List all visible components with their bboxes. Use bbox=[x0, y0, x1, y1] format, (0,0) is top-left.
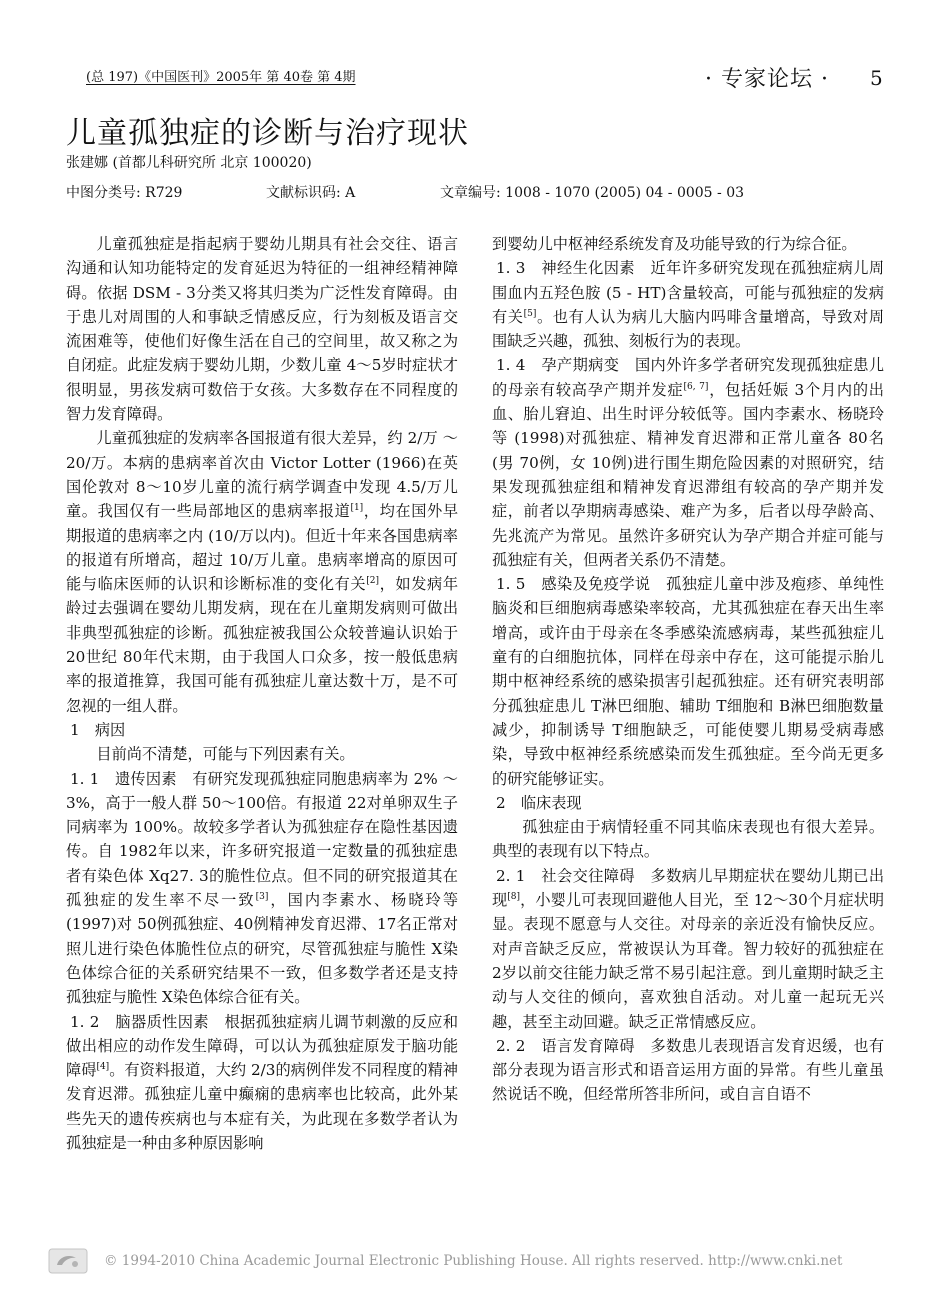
section-1-paragraph: 目前尚不清楚，可能与下列因素有关。 bbox=[96, 745, 355, 764]
subsection-text: ，小婴儿可表现回避他人目光，至 12～30个月症状明显。表现不愿意与人交往。对母亲的亲近没有愉快反应。对声音缺乏反应，常被误认为耳聋。智力较好的孤独症在 2岁以前交往能力缺乏常不易引起注意。到儿童期时缺乏主动与人交往的倾向，喜欢独自活动。对儿童一起玩无兴趣，甚至主动回避。缺乏正常情感反应。 bbox=[492, 891, 885, 1031]
document-code: 文献标识码: A bbox=[266, 185, 356, 201]
subsection-heading: 1. 2 脑器质性因素 bbox=[70, 1012, 209, 1031]
subsection-text: 国内外许多学者研究发现孤独症患儿的母亲有较高孕产期并发症 bbox=[492, 356, 885, 399]
citation-ref: [5] bbox=[523, 308, 537, 319]
citation-ref: [2] bbox=[366, 576, 379, 587]
subsection-text: ，包括妊娠 3个月内的出血、胎儿窘迫、出生时评分较低等。国内李素水、杨晓玲等 (1998)对孤独症、精神发育迟滞和正常儿童各 80名 (男 70例，女 10例)进行围生期危险因素的对照研究，结果发现孤独症组和精神发育迟滞组有较高的孕产期并发症，前者以孕期病毒感染、难产为多，后者以母孕龄高、先兆流产为常见。虽然许多研究认为孕产期合并症可能与孤独症有关，但两者关系仍不清楚。 bbox=[492, 380, 884, 569]
subsection-text: ，国内李素水、杨晓玲等 (1997)对 50例孤独症、40例精神发育迟滞、17名正常对照儿进行染色体脆性位点的研究，尽管孤独症与脆性 X染色体综合征的关系研究结果不一致，但多数学者还是支持孤独症与脆性 X染色体综合征有关。 bbox=[66, 891, 459, 1007]
subsection-1-1 bbox=[66, 767, 458, 1010]
section-heading-1: 1 病因 bbox=[70, 720, 126, 739]
citation-ref: [1] bbox=[350, 503, 364, 514]
subsection-1-5 bbox=[492, 572, 884, 791]
footer bbox=[0, 1248, 950, 1278]
subsection-heading: 1. 3 神经生化因素 bbox=[496, 259, 635, 278]
left-column bbox=[66, 232, 458, 1155]
publisher-logo-icon bbox=[48, 1248, 88, 1274]
intro-paragraph-1: 儿童孤独症是指起病于婴幼儿期具有社会交往、语言沟通和认知功能特定的发育延迟为特征的一组神经精神障碍。依据 DSM - 3分类又将其归类为广泛性发育障碍。由于患儿对周围的人和事缺乏情感反应，行为刻板及语言交流困难等，使他们好像生活在自己的空间里，故又称之为自闭症。此症发病于婴幼儿期，少数儿童 4～5岁时症状才很明显，男孩发病可数倍于女孩。大多数存在不同程度的智力发育障碍。 bbox=[66, 235, 458, 424]
subsection-text: 。有资料报道，大约 2/3的病例伴发不同程度的精神发育迟滞。孤独症儿童中癫痫的患病率也比较高，此外某些先天的遗传疾病也与本症有关，为此现在多数学者认为孤独症是一种由多种原因影响 bbox=[66, 1061, 458, 1152]
subsection-1-2 bbox=[66, 1010, 458, 1156]
subsection-2-1 bbox=[492, 864, 884, 1034]
subsection-heading: 2. 2 语言发育障碍 bbox=[496, 1036, 635, 1055]
copyright-notice: © 1994-2010 China Academic Journal Electronic Publishing House. All rights reserved. http://www.cnki.net bbox=[104, 1253, 843, 1269]
section-2-paragraph: 孤独症由于病情轻重不同其临床表现也有很大差异。典型的表现有以下特点。 bbox=[492, 818, 884, 861]
article-id: 文章编号: 1008 - 1070 (2005) 04 - 0005 - 03 bbox=[440, 185, 745, 201]
citation-ref: [4] bbox=[96, 1062, 110, 1073]
subsection-heading: 1. 5 感染及免疫学说 bbox=[496, 575, 651, 594]
intro-paragraph-2 bbox=[66, 426, 458, 718]
subsection-2-2 bbox=[492, 1034, 884, 1107]
classification-number: 中图分类号: R729 bbox=[66, 185, 183, 201]
subsection-text: 多数病儿早期症状在婴幼儿期已出现 bbox=[492, 866, 885, 910]
page-number: 5 bbox=[870, 66, 883, 90]
citation-ref: [6, 7] bbox=[683, 381, 709, 392]
intro-p2-text-c: ，如发病年龄过去强调在婴幼儿期发病，现在在儿童期发病则可做出非典型孤独症的诊断。孤独症被我国公众较普遍认识始于 20世纪 80年代末期，由于我国人口众多，按一般低患病率的报道推算，我国可能有孤独症儿童达数十万，是不可忽视的一组人群。 bbox=[66, 575, 459, 715]
intro-p2-text-a: 儿童孤独症的发病率各国报道有很大差异，约 2/万 ～20/万。本病的患病率首次由 Victor Lotter (1966)在英国伦敦对 8～10岁儿童的流行病学调查中发现 4.5/万儿童。我国仅有一些局部地区的患病率报道 bbox=[66, 429, 458, 521]
subsection-text: 根据孤独症病儿调节刺激的反应和做出相应的动作发生障碍，可以认为孤独症原发于脑功能障碍 bbox=[66, 1012, 459, 1080]
subsection-1-4 bbox=[492, 353, 884, 572]
subsection-text: 孤独症儿童中涉及疱疹、单纯性脑炎和巨细胞病毒感染率较高，尤其孤独症在春天出生率增高，或许由于母亲在冬季感染流感病毒，某些孤独症儿童有的白细胞抗体，同样在母亲中存在，这可能提示胎儿期中枢神经系统的感染损害引起孤独症。还有研究表明部分孤独症患儿 T淋巴细胞、辅助 T细胞和 B淋巴细胞数量减少，抑制诱导 T细胞缺乏，可能使婴儿期易受病毒感染，导致中枢神经系统感染而发生孤独症。至今尚无更多的研究能够证实。 bbox=[492, 575, 885, 788]
subsection-heading: 1. 4 孕产期病变 bbox=[496, 356, 620, 375]
subsection-1-3 bbox=[492, 256, 884, 353]
author-line: 张建娜 (首都儿科研究所 北京 100020) bbox=[66, 155, 312, 171]
section-label: · 专家论坛 · bbox=[705, 67, 829, 92]
subsection-text: 。也有人认为病儿大脑内吗啡含量增高，导致对周围缺乏兴趣，孤独、刻板行为的表现。 bbox=[492, 307, 885, 351]
right-column bbox=[492, 232, 884, 1107]
continued-paragraph: 到婴幼儿中枢神经系统发育及功能导致的行为综合征。 bbox=[492, 235, 857, 253]
journal-header-citation: (总 197)《中国医刊》2005年 第 40卷 第 4期 bbox=[86, 70, 356, 85]
subsection-text: 近年许多研究发现在孤独症病儿周围血内五羟色胺 (5 - HT)含量较高，可能与孤独症的发病有关 bbox=[492, 259, 885, 326]
intro-p2-text-b: ，均在国外早期报道的患病率之内 (10/万以内)。但近十年来各国患病率的报道有所增高，超过 10/万儿童。患病率增高的原因可能与临床医师的认识和诊断标准的变化有关 bbox=[66, 502, 459, 594]
article-title: 儿童孤独症的诊断与治疗现状 bbox=[66, 116, 469, 151]
subsection-text: 有研究发现孤独症同胞患病率为 2% ～3%，高于一般人群 50～100倍。有报道 22对单卵双生子同病率为 100%。故较多学者认为孤独症存在隐性基因遗传。自 1982年以来，许多研究报道一定数量的孤独症患者有染色体 Xq27. 3的脆性位点。但不同的研究报道其在孤独症的发生率不尽一致 bbox=[66, 769, 458, 910]
citation-ref: [8] bbox=[507, 891, 521, 902]
subsection-heading: 2. 1 社会交往障碍 bbox=[496, 866, 635, 885]
subsection-heading: 1. 1 遗传因素 bbox=[70, 769, 177, 788]
section-heading-2: 2 临床表现 bbox=[496, 793, 582, 812]
citation-ref: [3] bbox=[255, 891, 269, 902]
subsection-text: 多数患儿表现语言发育迟缓，也有部分表现为语言形式和语音运用方面的异常。有些儿童虽然说话不晚，但经常所答非所问，或自言自语不 bbox=[492, 1036, 885, 1104]
